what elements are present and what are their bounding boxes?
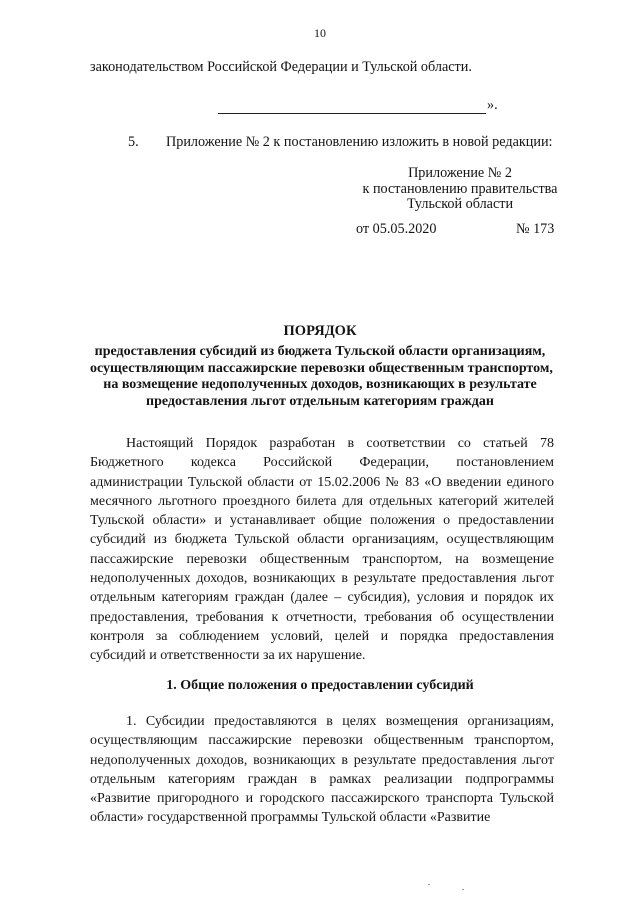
- scan-speck: [462, 889, 464, 890]
- appendix-header-line: к постановлению правительства: [362, 180, 558, 197]
- document-subtitle: [90, 344, 553, 410]
- appendix-header-line: Приложение № 2: [408, 165, 512, 181]
- section-1-heading: 1. Общие положения о предоставлении субсидий: [166, 678, 474, 693]
- subtitle-line: осуществляющим пассажирские перевозки общественным транспортом,: [90, 360, 553, 376]
- blank-underline: [218, 99, 486, 114]
- page-number: 10: [314, 26, 326, 40]
- subtitle-line: предоставления льгот отдельным категориям граждан: [146, 393, 494, 409]
- continuation-line: законодательством Российской Федерации и Тульской области.: [90, 59, 472, 75]
- item-5-text: Приложение № 2 к постановлению изложить в новой редакции:: [166, 134, 553, 150]
- appendix-header-line: Тульской области: [406, 196, 514, 212]
- document-title: ПОРЯДОК: [283, 323, 357, 339]
- appendix-header: [360, 166, 560, 213]
- subtitle-line: на возмещение недополученных доходов, возникающих в результате: [103, 377, 537, 392]
- quote-close: ».: [487, 97, 498, 113]
- subtitle-line: предоставления субсидий из бюджета Тульской области организациям,: [94, 344, 546, 359]
- intro-paragraph: Настоящий Порядок разработан в соответствии со статьей 78 Бюджетного кодекса Российской Федерации, постановлением администрации Тульской области от 15.02.2006 № 83 «О введении единого месячного льготного проездного билета для отдельных категорий жителей Тульской области» и устанавливает общие положения о предоставлении субсидий из бюджета Тульской области организациям, осуществляющим пассажирские перевозки общественным транспортом, на возмещение недополученных доходов, возникающих в результате предоставления льгот отдельным категориям граждан (далее – субсидия), условия и порядок их предоставления, требования к отчетности, требования об осуществлении контроля за соблюдением условий, целей и порядка предоставления субсидий и ответственности за их нарушение.: [90, 436, 554, 664]
- appendix-date: от 05.05.2020: [356, 221, 437, 237]
- scan-speck: [428, 884, 430, 885]
- appendix-number: № 173: [516, 221, 555, 237]
- section-1-paragraph-1: 1. Субсидии предоставляются в целях возмещения организациям, осуществляющим пассажирские перевозки общественным транспортом, недополученных доходов, возникающих в результате предоставления льгот отдельным категориям граждан в рамках реализации подпрограммы «Развитие пригородного и городского пассажирского транспорта Тульской области» государственной программы Тульской области «Развитие: [90, 714, 554, 826]
- item-5-number: 5.: [128, 134, 139, 150]
